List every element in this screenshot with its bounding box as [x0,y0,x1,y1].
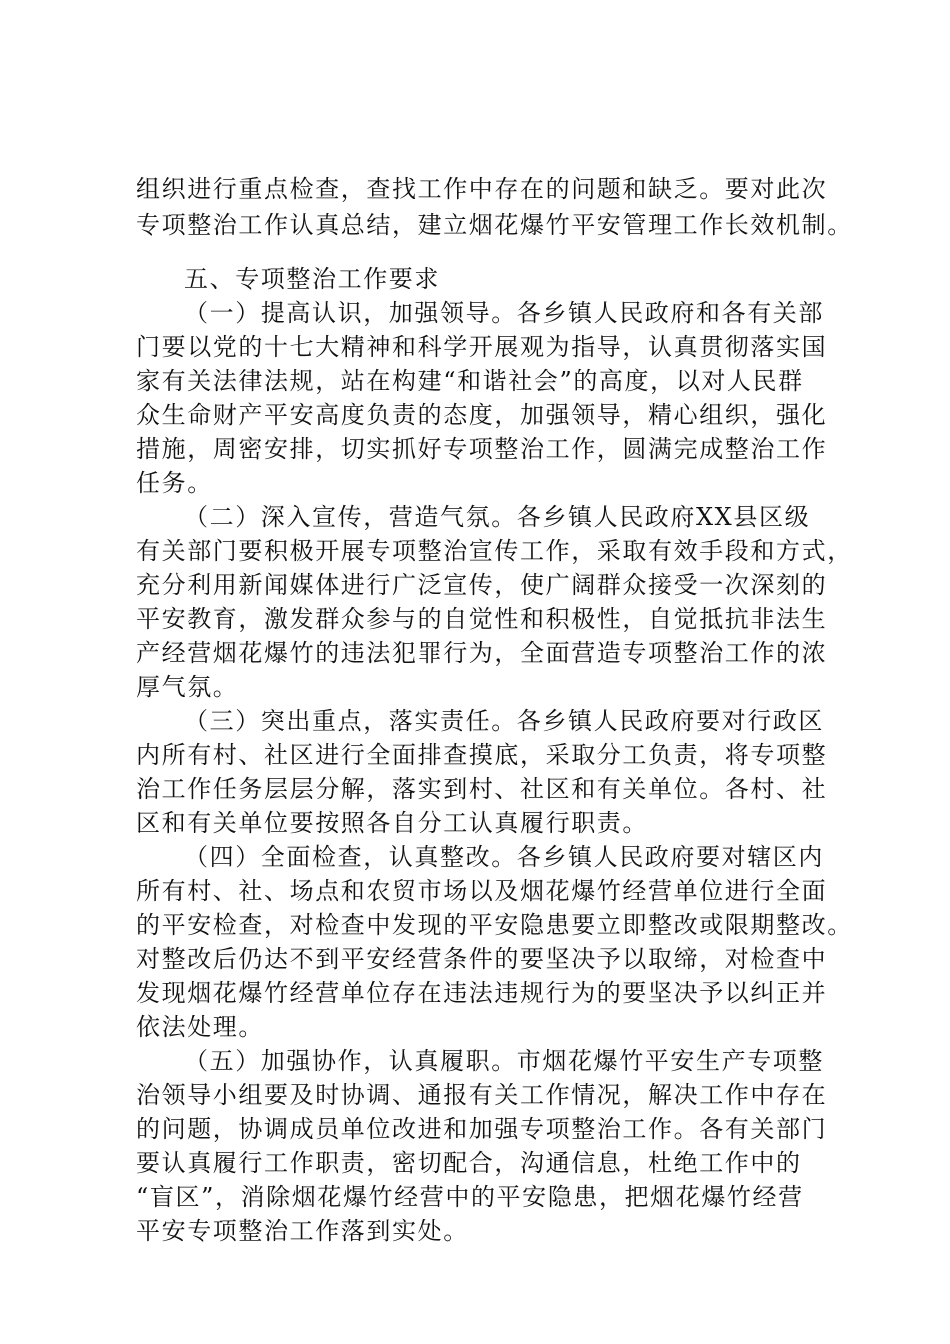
paragraph-1-line: （一）提高认识，加强领导。各乡镇人民政府和各有关部 [184,299,824,327]
paragraph-5-line: 的问题，协调成员单位改进和加强专项整治工作。各有关部门 [136,1115,828,1143]
paragraph-5-line: （五）加强协作，认真履职。市烟花爆竹平安生产专项整 [184,1047,824,1075]
paragraph-4-line: 的平安检查，对检查中发现的平安隐患要立即整改或限期整改。 [136,911,853,939]
paragraph-1-line: 措施，周密安排，切实抓好专项整治工作，圆满完成整治工作 [136,435,828,463]
paragraph-2-line: 平安教育，激发群众参与的自觉性和积极性，自觉抵抗非法生 [136,605,828,633]
paragraph-5-line: “盲区”，消除烟花爆竹经营中的平安隐患，把烟花爆竹经营 [136,1183,804,1211]
paragraph-3-line: 区和有关单位要按照各自分工认真履行职责。 [136,809,648,837]
paragraph-5-line: 治领导小组要及时协调、通报有关工作情况，解决工作中存在 [136,1081,828,1109]
paragraph-2-line: 有关部门要积极开展专项整治宣传工作，采取有效手段和方式， [136,537,853,565]
body-line: 专项整治工作认真总结，建立烟花爆竹平安管理工作长效机制。 [136,211,853,239]
paragraph-3-line: 内所有村、社区进行全面排查摸底，采取分工负责，将专项整 [136,741,828,769]
paragraph-5-line: 要认真履行工作职责，密切配合，沟通信息，杜绝工作中的 [136,1149,802,1177]
paragraph-3-line: （三）突出重点，落实责任。各乡镇人民政府要对行政区 [184,707,824,735]
paragraph-4-line: 对整改后仍达不到平安经营条件的要坚决予以取缔，对检查中 [136,945,828,973]
paragraph-3-line: 治工作任务层层分解，落实到村、社区和有关单位。各村、社 [136,775,828,803]
paragraph-1-line: 众生命财产平安高度负责的态度，加强领导，精心组织，强化 [136,401,828,429]
paragraph-4-line: （四）全面检查，认真整改。各乡镇人民政府要对辖区内 [184,843,824,871]
paragraph-1-line: 任务。 [136,469,213,497]
paragraph-4-line: 依法处理。 [136,1013,264,1041]
paragraph-2-line: 厚气氛。 [136,673,239,701]
paragraph-2-line: 充分利用新闻媒体进行广泛宣传，使广阔群众接受一次深刻的 [136,571,828,599]
paragraph-5-line: 平安专项整治工作落到实处。 [136,1217,469,1245]
section-heading: 五、专项整治工作要求 [184,265,440,293]
paragraph-1-line: 家有关法律法规，站在构建“和谐社会”的高度，以对人民群 [136,367,804,395]
paragraph-4-line: 所有村、社、场点和农贸市场以及烟花爆竹经营单位进行全面 [136,877,828,905]
paragraph-4-line: 发现烟花爆竹经营单位存在违法违规行为的要坚决予以纠正并 [136,979,828,1007]
paragraph-1-line: 门要以党的十七大精神和科学开展观为指导，认真贯彻落实国 [136,333,828,361]
paragraph-2-line: 产经营烟花爆竹的违法犯罪行为，全面营造专项整治工作的浓 [136,639,828,667]
paragraph-2-line: （二）深入宣传，营造气氛。各乡镇人民政府XX县区级 [184,503,811,531]
body-line: 组织进行重点检查，查找工作中存在的问题和缺乏。要对此次 [136,175,828,203]
